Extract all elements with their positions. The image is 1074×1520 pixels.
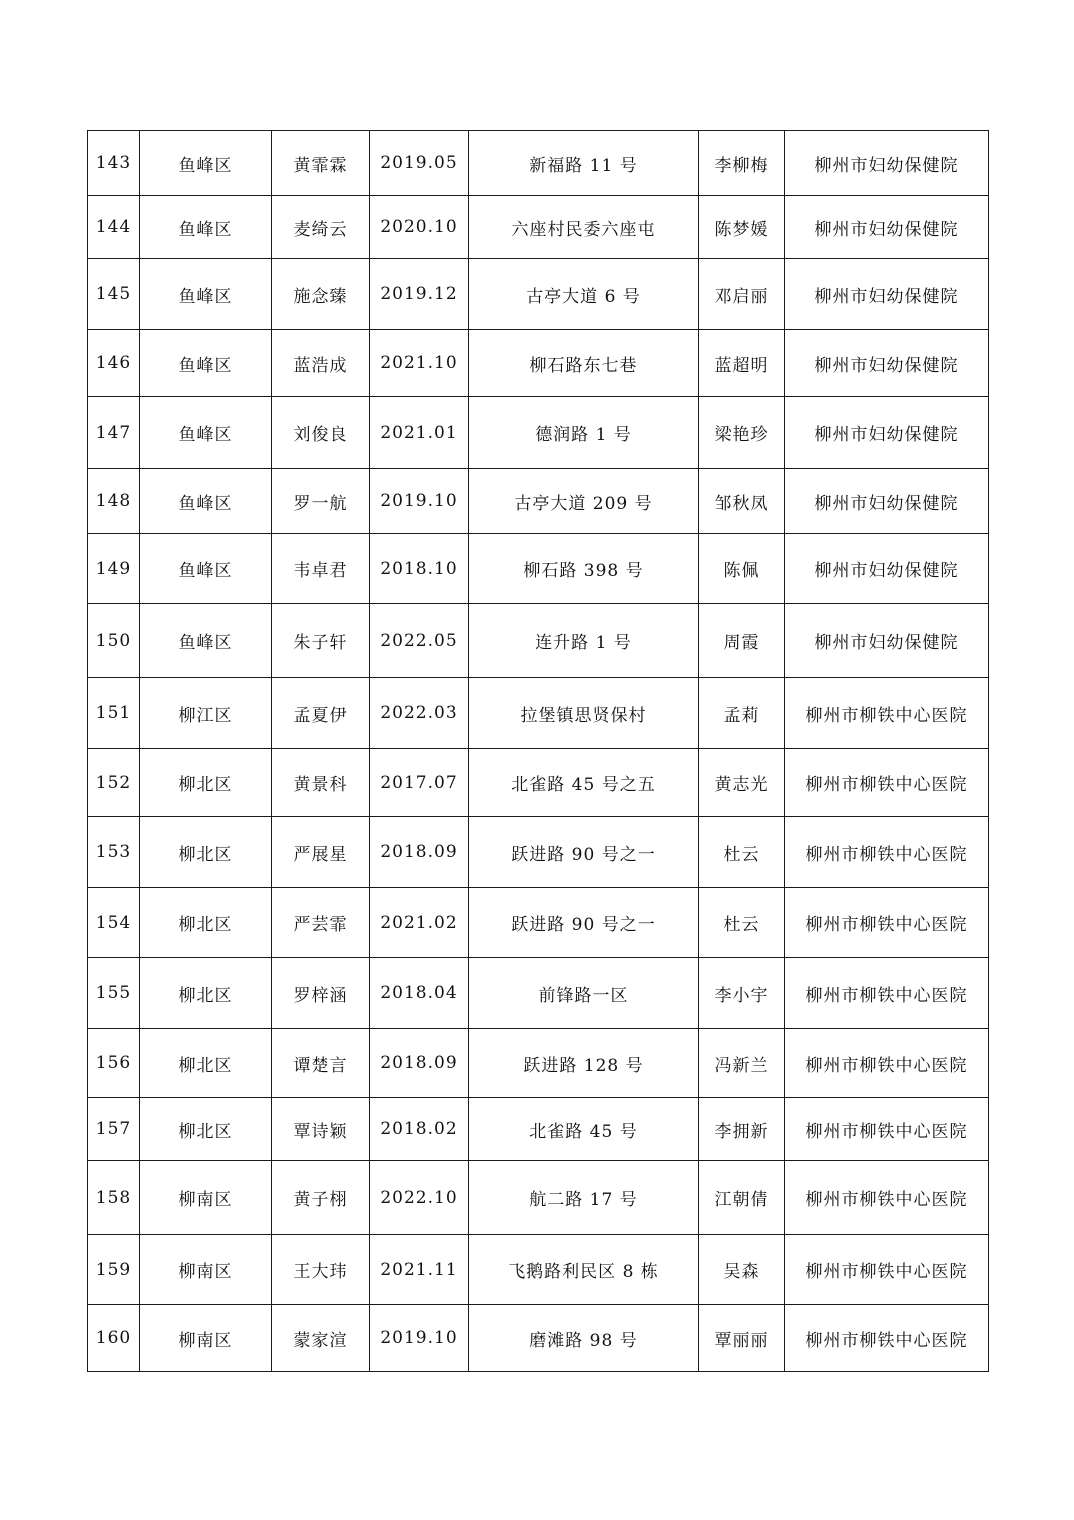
date-cell: 2017.07 [370,749,469,817]
address-cell: 磨滩路 98 号 [469,1305,699,1372]
hospital-cell: 柳州市妇幼保健院 [785,469,989,534]
hospital-cell: 柳州市妇幼保健院 [785,131,989,196]
guardian-cell: 杜云 [699,888,785,958]
district-cell: 柳北区 [140,958,272,1029]
date-cell: 2022.05 [370,604,469,678]
district-cell: 柳南区 [140,1305,272,1372]
date-cell: 2018.09 [370,817,469,888]
address-cell: 德润路 1 号 [469,397,699,469]
table-row [88,330,989,397]
district-cell: 鱼峰区 [140,604,272,678]
hospital-cell: 柳州市柳铁中心医院 [785,958,989,1029]
child-name-cell: 孟夏伊 [272,678,370,749]
table-row [88,678,989,749]
row-number: 157 [88,1098,140,1161]
child-name-cell: 朱子轩 [272,604,370,678]
row-number: 152 [88,749,140,817]
row-number: 151 [88,678,140,749]
district-cell: 鱼峰区 [140,196,272,259]
hospital-cell: 柳州市柳铁中心医院 [785,1235,989,1305]
guardian-cell: 孟莉 [699,678,785,749]
address-cell: 古亭大道 6 号 [469,259,699,330]
row-number: 155 [88,958,140,1029]
child-name-cell: 黄子栩 [272,1161,370,1235]
address-cell: 跃进路 90 号之一 [469,888,699,958]
date-cell: 2018.02 [370,1098,469,1161]
guardian-cell: 江朝倩 [699,1161,785,1235]
date-cell: 2019.10 [370,1305,469,1372]
row-number: 147 [88,397,140,469]
date-cell: 2021.10 [370,330,469,397]
guardian-cell: 杜云 [699,817,785,888]
child-name-cell: 覃诗颖 [272,1098,370,1161]
date-cell: 2019.10 [370,469,469,534]
hospital-cell: 柳州市柳铁中心医院 [785,749,989,817]
hospital-cell: 柳州市柳铁中心医院 [785,1161,989,1235]
row-number: 158 [88,1161,140,1235]
date-cell: 2019.12 [370,259,469,330]
hospital-cell: 柳州市柳铁中心医院 [785,1029,989,1098]
guardian-cell: 覃丽丽 [699,1305,785,1372]
table-row [88,534,989,604]
child-name-cell: 罗梓涵 [272,958,370,1029]
roster-table [87,130,989,1372]
guardian-cell: 冯新兰 [699,1029,785,1098]
table-row [88,749,989,817]
hospital-cell: 柳州市妇幼保健院 [785,397,989,469]
guardian-cell: 李拥新 [699,1098,785,1161]
hospital-cell: 柳州市柳铁中心医院 [785,817,989,888]
address-cell: 飞鹅路利民区 8 栋 [469,1235,699,1305]
district-cell: 鱼峰区 [140,131,272,196]
address-cell: 新福路 11 号 [469,131,699,196]
child-name-cell: 黄景科 [272,749,370,817]
child-name-cell: 蓝浩成 [272,330,370,397]
row-number: 145 [88,259,140,330]
hospital-cell: 柳州市妇幼保健院 [785,259,989,330]
child-name-cell: 蒙家渲 [272,1305,370,1372]
hospital-cell: 柳州市柳铁中心医院 [785,678,989,749]
table-row [88,259,989,330]
district-cell: 柳南区 [140,1235,272,1305]
row-number: 153 [88,817,140,888]
address-cell: 航二路 17 号 [469,1161,699,1235]
district-cell: 鱼峰区 [140,534,272,604]
table-row [88,1029,989,1098]
table-row [88,1305,989,1372]
date-cell: 2021.01 [370,397,469,469]
guardian-cell: 周霞 [699,604,785,678]
row-number: 143 [88,131,140,196]
district-cell: 柳北区 [140,1029,272,1098]
row-number: 148 [88,469,140,534]
table-row [88,196,989,259]
address-cell: 六座村民委六座屯 [469,196,699,259]
child-name-cell: 严芸霏 [272,888,370,958]
address-cell: 跃进路 128 号 [469,1029,699,1098]
child-name-cell: 罗一航 [272,469,370,534]
row-number: 149 [88,534,140,604]
date-cell: 2020.10 [370,196,469,259]
district-cell: 柳北区 [140,749,272,817]
hospital-cell: 柳州市妇幼保健院 [785,604,989,678]
district-cell: 鱼峰区 [140,259,272,330]
hospital-cell: 柳州市柳铁中心医院 [785,1098,989,1161]
table-row [88,1235,989,1305]
guardian-cell: 吴森 [699,1235,785,1305]
address-cell: 古亭大道 209 号 [469,469,699,534]
address-cell: 跃进路 90 号之一 [469,817,699,888]
row-number: 160 [88,1305,140,1372]
table-row [88,958,989,1029]
address-cell: 柳石路东七巷 [469,330,699,397]
district-cell: 柳江区 [140,678,272,749]
date-cell: 2018.09 [370,1029,469,1098]
hospital-cell: 柳州市妇幼保健院 [785,330,989,397]
date-cell: 2018.04 [370,958,469,1029]
guardian-cell: 黄志光 [699,749,785,817]
guardian-cell: 李柳梅 [699,131,785,196]
table-row [88,397,989,469]
guardian-cell: 梁艳珍 [699,397,785,469]
hospital-cell: 柳州市柳铁中心医院 [785,1305,989,1372]
child-name-cell: 谭楚言 [272,1029,370,1098]
table-row [88,604,989,678]
date-cell: 2021.02 [370,888,469,958]
table-row [88,888,989,958]
address-cell: 拉堡镇思贤保村 [469,678,699,749]
district-cell: 鱼峰区 [140,469,272,534]
date-cell: 2019.05 [370,131,469,196]
hospital-cell: 柳州市柳铁中心医院 [785,888,989,958]
table-row [88,1098,989,1161]
date-cell: 2022.10 [370,1161,469,1235]
roster-body [88,131,989,1372]
row-number: 156 [88,1029,140,1098]
address-cell: 北雀路 45 号之五 [469,749,699,817]
hospital-cell: 柳州市妇幼保健院 [785,534,989,604]
district-cell: 鱼峰区 [140,397,272,469]
row-number: 154 [88,888,140,958]
table-row [88,131,989,196]
district-cell: 柳南区 [140,1161,272,1235]
district-cell: 柳北区 [140,888,272,958]
child-name-cell: 麦绮云 [272,196,370,259]
child-name-cell: 施念臻 [272,259,370,330]
row-number: 144 [88,196,140,259]
guardian-cell: 陈佩 [699,534,785,604]
guardian-cell: 邓启丽 [699,259,785,330]
table-row [88,469,989,534]
date-cell: 2022.03 [370,678,469,749]
district-cell: 柳北区 [140,1098,272,1161]
table-row [88,1161,989,1235]
row-number: 150 [88,604,140,678]
row-number: 146 [88,330,140,397]
date-cell: 2018.10 [370,534,469,604]
address-cell: 前锋路一区 [469,958,699,1029]
guardian-cell: 陈梦媛 [699,196,785,259]
hospital-cell: 柳州市妇幼保健院 [785,196,989,259]
district-cell: 鱼峰区 [140,330,272,397]
address-cell: 连升路 1 号 [469,604,699,678]
child-name-cell: 刘俊良 [272,397,370,469]
child-name-cell: 严展星 [272,817,370,888]
child-name-cell: 韦卓君 [272,534,370,604]
table-row [88,817,989,888]
guardian-cell: 蓝超明 [699,330,785,397]
child-name-cell: 黄霏霖 [272,131,370,196]
date-cell: 2021.11 [370,1235,469,1305]
row-number: 159 [88,1235,140,1305]
address-cell: 柳石路 398 号 [469,534,699,604]
guardian-cell: 李小宇 [699,958,785,1029]
child-name-cell: 王大玮 [272,1235,370,1305]
guardian-cell: 邹秋凤 [699,469,785,534]
address-cell: 北雀路 45 号 [469,1098,699,1161]
district-cell: 柳北区 [140,817,272,888]
